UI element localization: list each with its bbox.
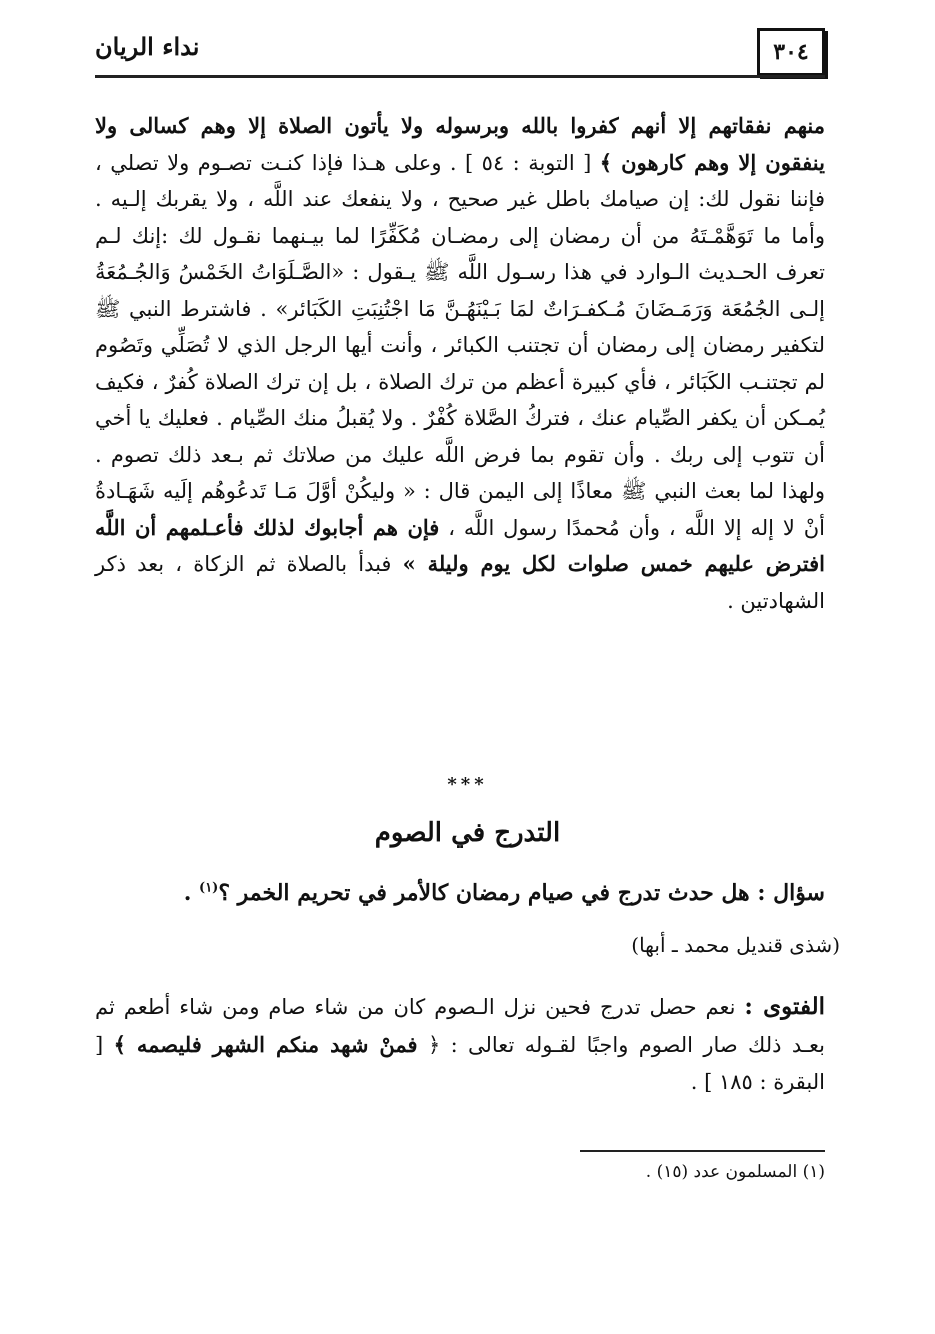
running-title: نداء الريان: [95, 32, 200, 61]
asker: (شذى قنديل محمد ـ أبها): [631, 933, 840, 957]
question-end: .: [183, 880, 192, 906]
header-rule: [95, 75, 825, 78]
fatwa-end: [ البقرة : ١٨٥ ] .: [95, 1033, 825, 1094]
fatwa-verse: فمنْ شهد منكم الشهر فليصمه ﴾: [113, 1032, 418, 1057]
footnote-rule: [580, 1150, 825, 1152]
page-header: [95, 28, 825, 78]
footnote-ref: (١): [199, 880, 219, 896]
paragraph: [95, 108, 825, 619]
fatwa-text: نعم حصل تدرج فحين نزل الـصوم كان من شاء صام ومن شاء أطعم ثم بعـد ذلك صار الصوم واجبًا لقـوله تعالى : ﴿: [95, 995, 825, 1057]
paragraph-text: [ التوبة : ٥٤ ] . وعلى هـذا فإذا كنـت تصـوم ولا تصلي ، فإننا نقول لك: إن صيامك باطل غير صحيح ، ولا ينفعك عند اللَّه ، ولا يقربك إلـيه . وأما ما تَوَهَّمْـتَهُ من أن رمضان إلى رمضـان مُكَفِّرًا لما بيـنهما نقـول لك :إنك لـم تعرف الحـديث الـوارد في هذا رسـول اللَّه ﷺ يـقول : «الصَّـلَوَاتُ الخَمْسُ وَالجُـمُعَةُ إلـى الجُمُعَة وَرَمَـضَانَ مُـكفـرَاتٌ لمَا بَـيْنَهُـنَّ مَا اجْتُنِبَتِ الكَبَائر» . فاشترط النبي ﷺ لتكفير رمضان إلى رمضان أن تجتنب الكبائر ، وأنت أيها الرجل الذي لا تُصَلِّي وتَصُوم لم تجتنـب الكَبَائر ، فأي كبيرة أعظم من ترك الصلاة ، بل إن ترك الصلاة كُفرٌ ، فكيف يُمـكن أن يكفر الصِّيام عنك ، فتركُ الصَّلاة كُفْرٌ . ولا يُقبلُ منك الصِّيام . فعليك يا أخي أن تتوب إلى ربك . وأن تقوم بما فرض اللَّه عليك من صلاتك ثم بـعد ذلك تصوم . ولهذا لما بعث النبي ﷺ معاذًا إلى اليمن قال : « وليكُنْ أوَّلَ مَـا تَدعُوهُم إلَيه شَهَـادةُ أنْ لا إله إلا اللَّه ، وأن مُحمدًا رسول اللَّه ،: [95, 150, 825, 540]
main-text: [95, 108, 825, 619]
hadith-text: فإن هم أجابوك لذلك فأعـلمهم أن اللَّه افترض عليهم خمس صلوات لكل يوم وليلة »: [95, 514, 825, 576]
fatwa-label: الفتوى :: [744, 993, 825, 1020]
question: [110, 880, 825, 906]
page-number: ٣٠٤: [757, 28, 825, 76]
question-text: سؤال : هل حدث تدرج في صيام رمضان كالأمر في تحريم الخمر ؟: [218, 880, 825, 906]
fatwa: [95, 988, 825, 1101]
section-title: التدرج في الصوم: [374, 818, 561, 848]
footnote: (١) المسلمون عدد (١٥) .: [645, 1162, 825, 1182]
section-divider: ***: [447, 774, 488, 795]
paragraph-end: فبدأ بالصلاة ثم الزكاة ، بعد ذكر الشهادتين .: [95, 552, 825, 613]
quran-verse: منهم نفقاتهم إلا أنهم كفروا بالله وبرسوله ولا يأتون الصلاة إلا وهم كسالى ولا ينفقون إلا وهم كارهون ﴾: [95, 113, 825, 175]
